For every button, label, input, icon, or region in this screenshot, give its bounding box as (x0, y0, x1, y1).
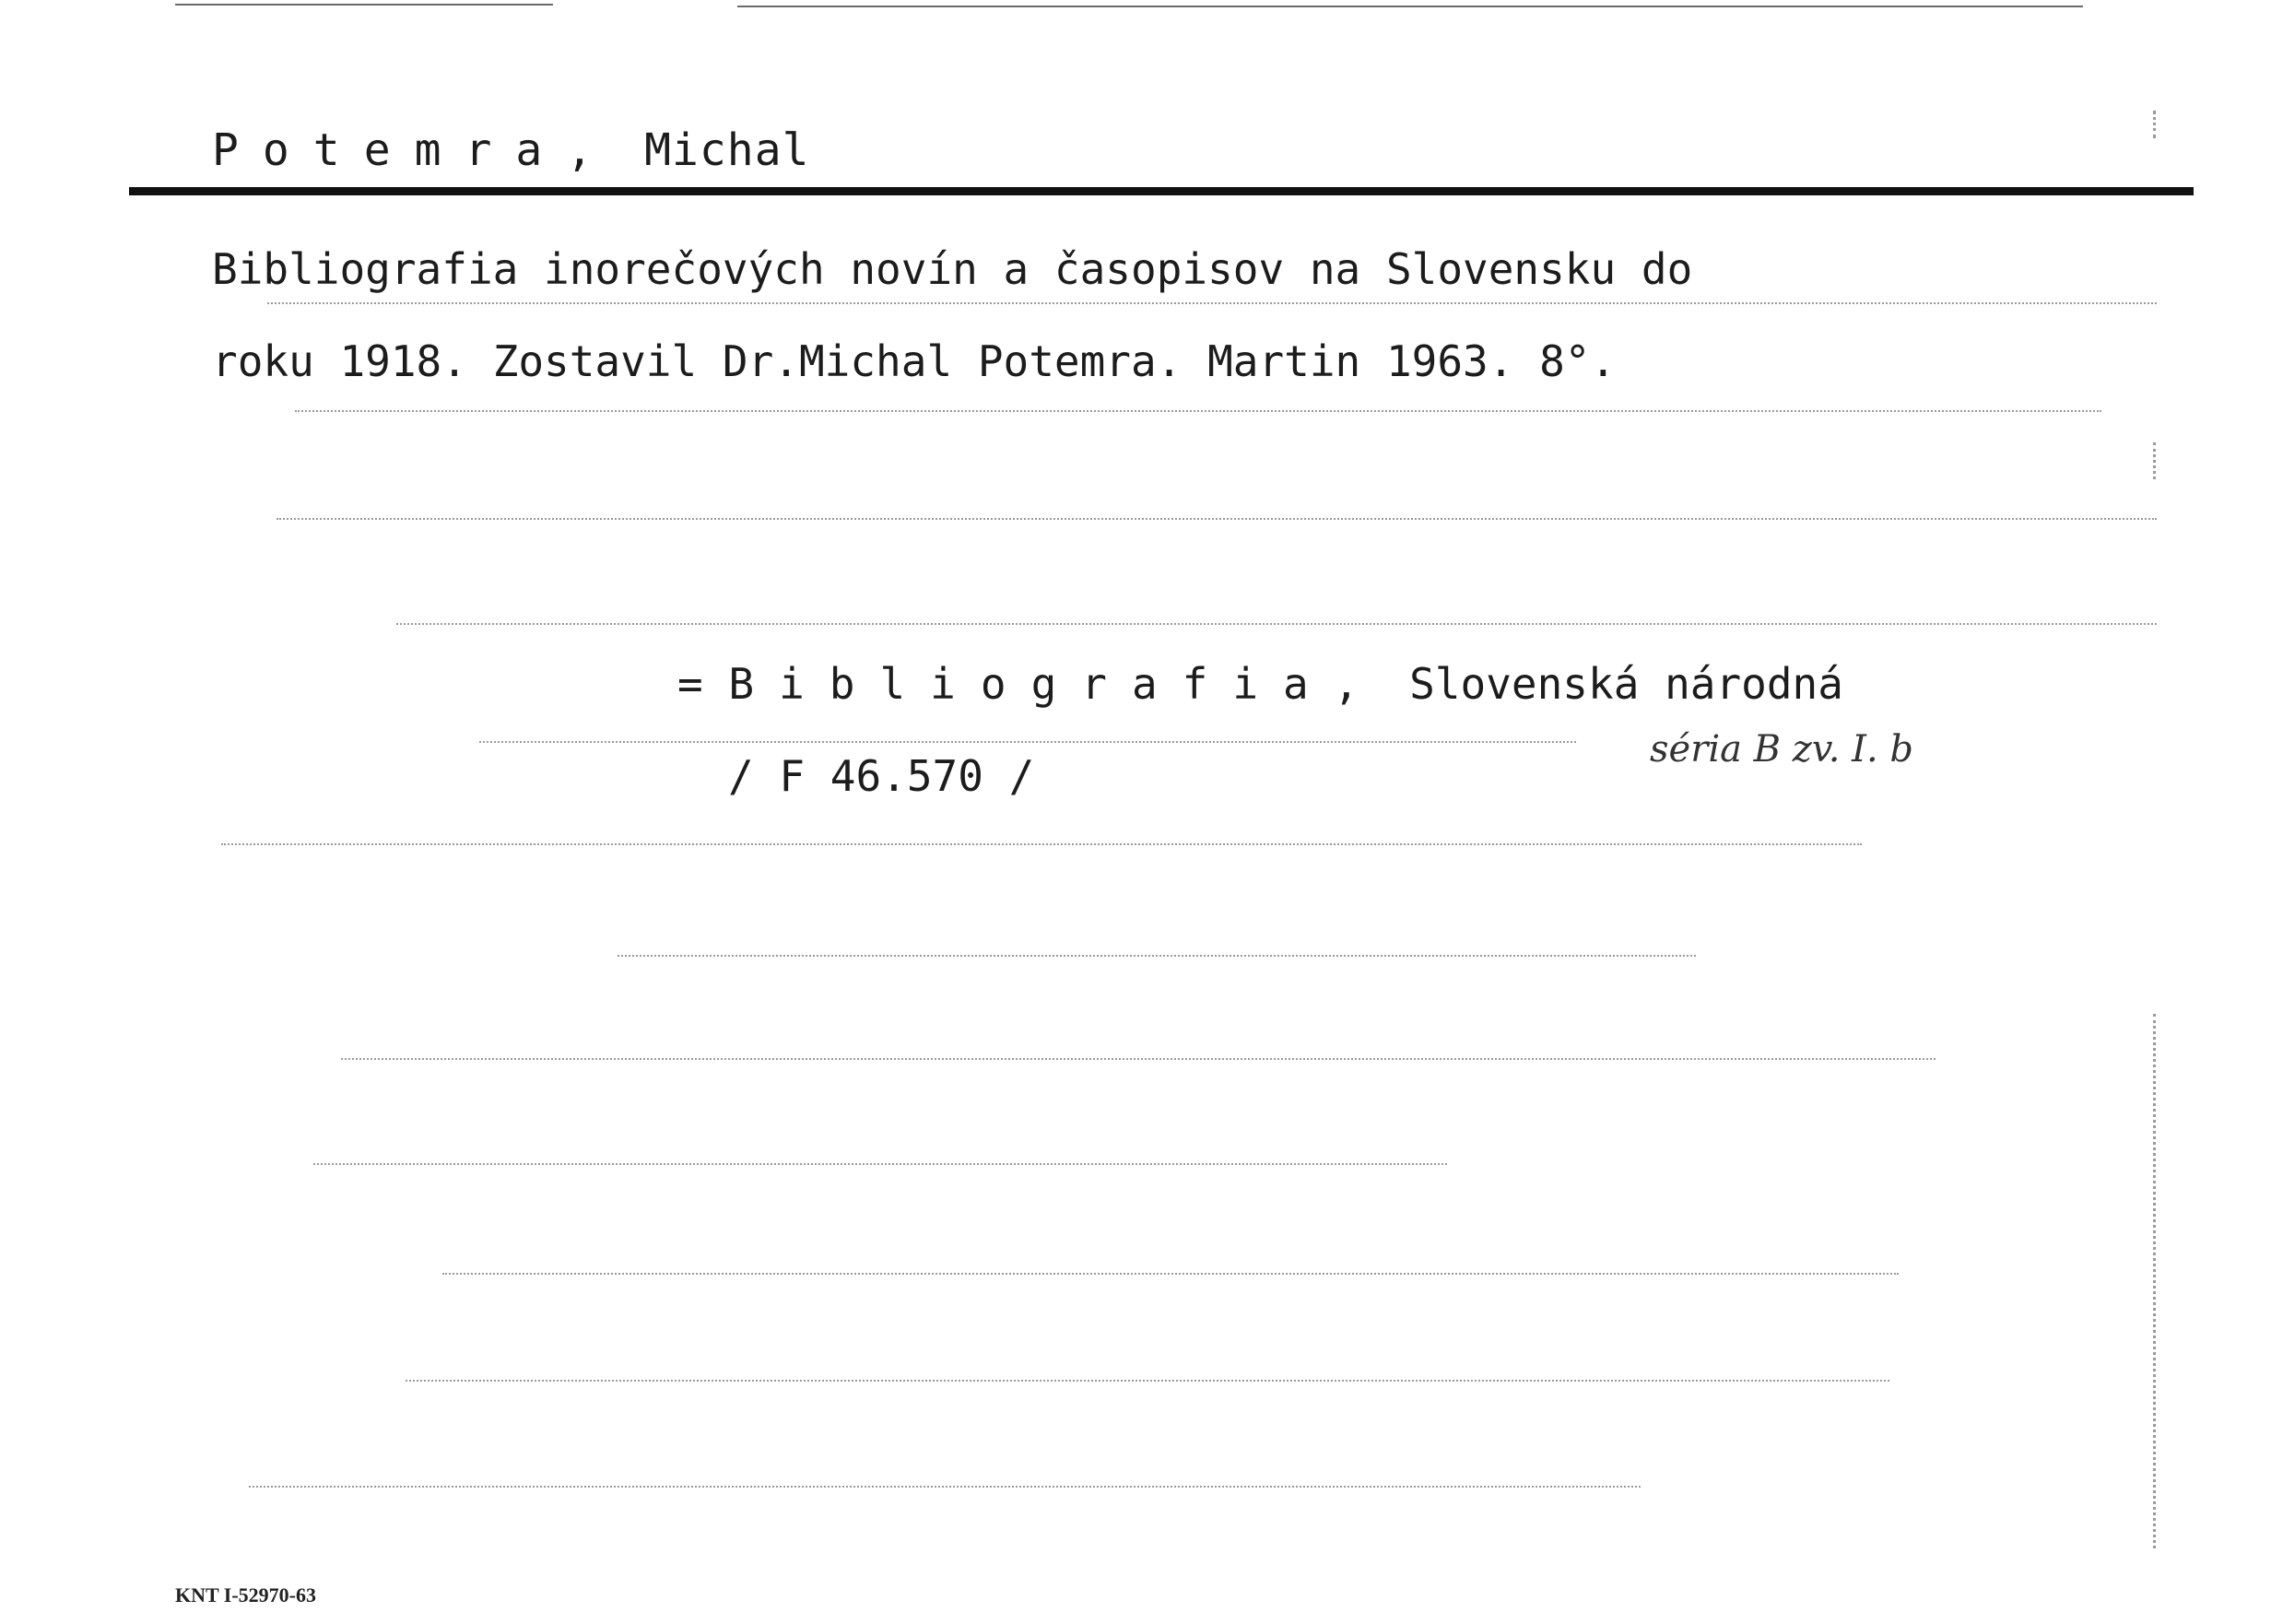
author-given-name: Michal (644, 124, 810, 176)
ruled-line (341, 1058, 1936, 1060)
ruled-line (406, 1380, 1889, 1382)
ruled-line (442, 1273, 1899, 1275)
handwritten-note: séria B zv. I. b (1650, 728, 1913, 771)
subject-qualifier: Slovenská národná (1409, 659, 1843, 709)
top-border-line-left (175, 4, 553, 6)
footer-code: KNT I-52970-63 (175, 1583, 316, 1606)
top-border-line-right (737, 6, 2083, 7)
author-heading (212, 124, 809, 176)
author-surname: Potemra, (212, 124, 618, 176)
subject-term: Bibliografia, (728, 659, 1384, 709)
subject-mark: = (677, 659, 703, 709)
ruled-line (221, 843, 1862, 845)
right-edge-marks (2153, 442, 2156, 479)
heading-rule (129, 187, 2194, 195)
ruled-line (396, 623, 2157, 625)
ruled-line (277, 518, 2157, 520)
shelf-mark: / F 46.570 / (728, 751, 1035, 801)
description-line-2: roku 1918. Zostavil Dr.Michal Potemra. Martin 1963. 8°. (212, 336, 1617, 386)
ruled-line (267, 302, 2157, 304)
ruled-line (479, 741, 1576, 743)
right-edge-marks (2153, 1014, 2156, 1548)
ruled-line (295, 410, 2101, 412)
right-edge-marks (2153, 111, 2156, 138)
ruled-line (313, 1163, 1447, 1165)
description-line-1: Bibliografia inorečových novín a časopisov na Slovensku do (212, 244, 1693, 294)
ruled-line (618, 955, 1696, 957)
subject-heading (677, 659, 1843, 709)
ruled-line (249, 1486, 1641, 1488)
